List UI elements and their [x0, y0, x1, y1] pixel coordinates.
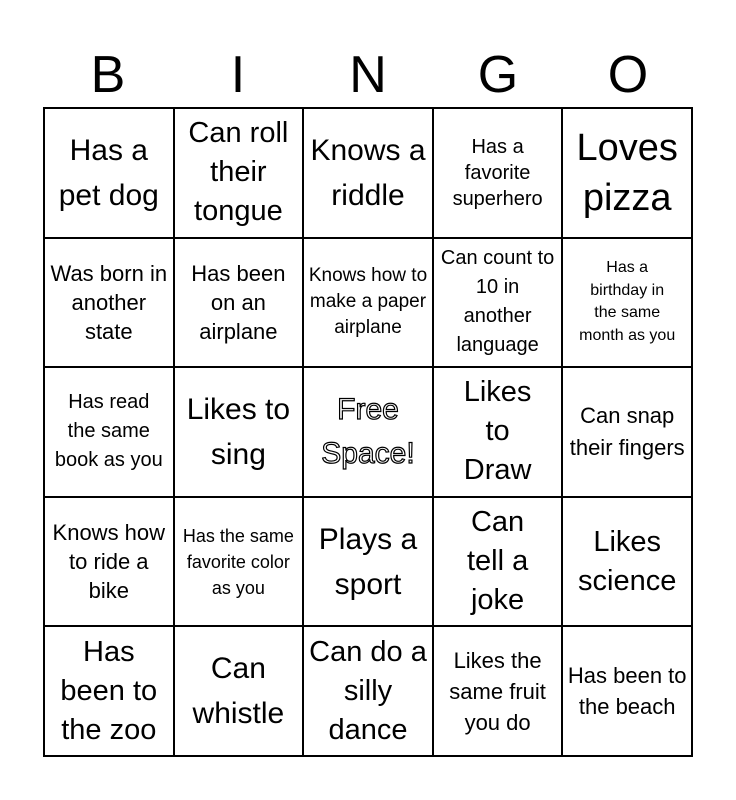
cell-text: Has read the same book as you — [54, 391, 163, 472]
cell-text: Can roll their tongue — [188, 117, 289, 228]
bingo-cell[interactable] — [303, 497, 433, 627]
cell-text: Likes to sing — [186, 392, 291, 471]
cell-text: Has been to the beach — [567, 663, 687, 720]
bingo-cell[interactable] — [562, 497, 692, 627]
bingo-cell[interactable] — [44, 626, 174, 756]
cell-text: Likes to Draw — [463, 376, 532, 487]
bingo-cell[interactable] — [433, 497, 563, 627]
free-space-cell[interactable] — [303, 367, 433, 497]
bingo-cell[interactable] — [303, 626, 433, 756]
cell-text: Knows how to make a paper airplane — [308, 265, 428, 339]
bingo-cell[interactable] — [562, 108, 692, 238]
cell-text: Has a favorite superhero — [452, 135, 543, 210]
bingo-cell[interactable] — [174, 367, 304, 497]
cell-text: Can count to 10 in another language — [440, 247, 555, 357]
free-space-text: Free Space! — [321, 392, 415, 470]
cell-text: Plays a sport — [318, 522, 418, 601]
cell-text: Likes the same fruit you do — [449, 647, 546, 735]
header-letter-b: B — [90, 46, 126, 104]
cell-text: Likes science — [578, 525, 677, 597]
bingo-cell[interactable] — [562, 626, 692, 756]
bingo-cell[interactable] — [562, 367, 692, 497]
header-letter-g: G — [477, 46, 519, 104]
cell-text: Can do a silly dance — [309, 635, 427, 746]
bingo-cell[interactable] — [562, 238, 692, 368]
bingo-header — [43, 44, 693, 106]
bingo-cell[interactable] — [44, 367, 174, 497]
cell-text: Knows how to ride a bike — [52, 520, 166, 604]
cell-text: Has a pet dog — [58, 133, 159, 212]
cell-text: Can tell a joke — [466, 506, 529, 617]
cell-text: Loves pizza — [576, 126, 678, 219]
cell-text: Has been on an airplane — [191, 260, 286, 344]
header-letter-i: I — [230, 46, 246, 104]
cell-text: Has the same favorite color as you — [182, 525, 294, 598]
cell-text: Has been to the zoo — [60, 635, 158, 746]
bingo-cell[interactable] — [303, 108, 433, 238]
header-letter-n: N — [349, 46, 387, 104]
bingo-grid — [43, 107, 693, 757]
bingo-cell[interactable] — [174, 238, 304, 368]
bingo-cell[interactable] — [303, 238, 433, 368]
bingo-cell[interactable] — [174, 497, 304, 627]
header-letter-o: O — [607, 46, 649, 104]
bingo-cell[interactable] — [433, 367, 563, 497]
bingo-cell[interactable] — [174, 108, 304, 238]
bingo-cell[interactable] — [44, 497, 174, 627]
bingo-cell[interactable] — [433, 626, 563, 756]
bingo-cell[interactable] — [44, 108, 174, 238]
cell-text: Has a birthday in the same month as you — [579, 259, 676, 344]
cell-text: Can whistle — [192, 652, 285, 731]
cell-text: Can snap their fingers — [569, 402, 685, 460]
cell-text: Was born in another state — [50, 260, 168, 344]
bingo-cell[interactable] — [433, 108, 563, 238]
cell-text: Knows a riddle — [310, 133, 426, 212]
bingo-cell[interactable] — [174, 626, 304, 756]
bingo-cell[interactable] — [44, 238, 174, 368]
bingo-cell[interactable] — [433, 238, 563, 368]
